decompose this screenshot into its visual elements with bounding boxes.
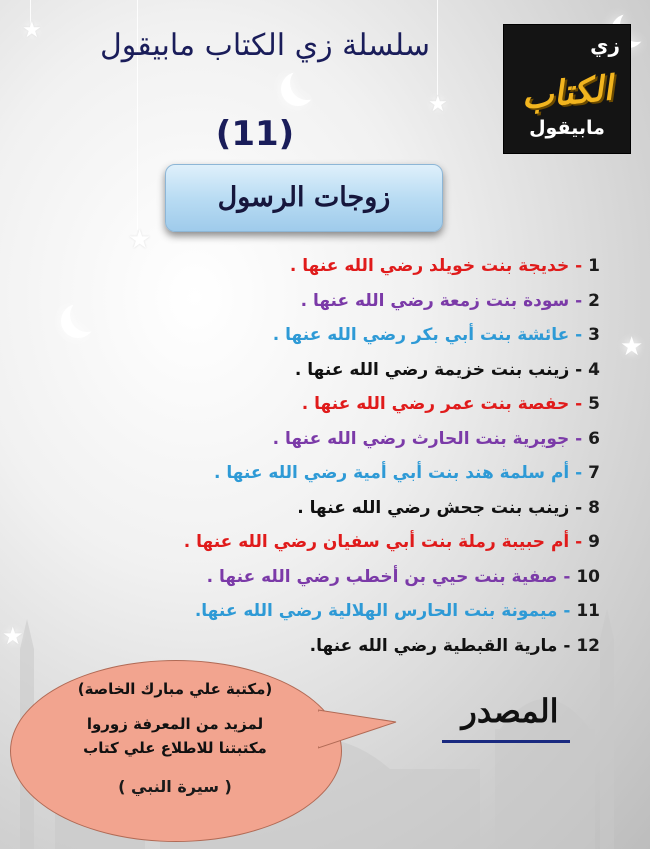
star-icon: ★ — [428, 92, 448, 117]
list-item: 6 - جويرية بنت الحارث رضي الله عنها . — [272, 428, 600, 449]
item-number: 10 — [576, 566, 600, 587]
item-number: 5 — [588, 394, 600, 414]
item-number: 7 — [588, 463, 600, 483]
source-label: المصدر — [461, 692, 559, 730]
series-title: سلسلة زي الكتاب مابيقول — [100, 28, 430, 63]
crescent-moon-icon — [70, 298, 104, 332]
item-number: 3 — [588, 325, 600, 345]
star-icon: ★ — [22, 18, 42, 43]
list-item: 5 - حفصة بنت عمر رضي الله عنها . — [301, 394, 600, 414]
item-text: زينب بنت جحش رضي الله عنها . — [297, 497, 570, 518]
item-number: 11 — [576, 601, 600, 621]
logo-top-word: زي — [590, 33, 620, 57]
item-number: 8 — [588, 497, 600, 518]
list-item: 11 - ميمونة بنت الحارس الهلالية رضي الله عنها. — [194, 601, 600, 621]
library-name: (مكتبة علي مبارك الخاصة) — [77, 680, 273, 698]
item-number: 9 — [588, 532, 600, 552]
star-icon: ★ — [620, 332, 644, 362]
issue-number: (11) — [215, 114, 295, 154]
item-text: صفية بنت حيي بن أخطب رضي الله عنها . — [206, 566, 558, 587]
item-text: خديجة بنت خويلد رضي الله عنها . — [289, 256, 570, 276]
bubble-content — [60, 674, 290, 802]
star-icon: ★ — [128, 225, 152, 255]
source-underline — [442, 740, 570, 743]
logo-bottom-word: مابيقول — [529, 117, 605, 139]
list-item: 8 - زينب بنت جحش رضي الله عنها . — [297, 497, 600, 518]
list-item: 3 - عائشة بنت أبي بكر رضي الله عنها . — [272, 325, 600, 345]
item-text: زينب بنت خزيمة رضي الله عنها . — [294, 359, 570, 380]
topic-banner — [165, 164, 443, 232]
topic-title: زوجات الرسول — [217, 182, 391, 213]
logo-main-word: الكتاب — [519, 68, 615, 118]
item-number: 1 — [588, 256, 600, 276]
bubble-line-2: مكتبتنا للاطلاع علي كتاب — [83, 739, 267, 757]
star-icon: ★ — [2, 622, 24, 650]
brand-logo — [503, 24, 631, 154]
list-item: 2 - سودة بنت زمعة رضي الله عنها . — [300, 290, 600, 311]
item-text: ميمونة بنت الحارس الهلالية رضي الله عنها. — [194, 601, 558, 621]
bubble-line-1: لمزيد من المعرفة زوروا — [86, 715, 264, 733]
list-item: 4 - زينب بنت خزيمة رضي الله عنها . — [294, 359, 600, 380]
item-text: حفصة بنت عمر رضي الله عنها . — [301, 394, 570, 414]
item-number: 6 — [588, 428, 600, 449]
item-text: أم حبيبة رملة بنت أبي سفيان رضي الله عنها . — [183, 532, 570, 552]
wives-list — [150, 249, 600, 663]
speech-bubble-tail — [318, 700, 398, 760]
item-text: جويرية بنت الحارث رضي الله عنها . — [272, 428, 570, 449]
item-text: عائشة بنت أبي بكر رضي الله عنها . — [272, 325, 570, 345]
item-text: مارية القبطية رضي الله عنها. — [309, 635, 558, 656]
item-number: 2 — [588, 290, 600, 311]
item-text: سودة بنت زمعة رضي الله عنها . — [300, 290, 570, 311]
item-number: 4 — [588, 359, 600, 380]
list-item: 12 - مارية القبطية رضي الله عنها. — [309, 635, 600, 656]
book-title: ( سيرة النبي ) — [118, 777, 232, 796]
list-item: 1 - خديجة بنت خويلد رضي الله عنها . — [289, 256, 600, 276]
item-text: أم سلمة هند بنت أبي أمية رضي الله عنها . — [213, 463, 570, 483]
list-item: 7 - أم سلمة هند بنت أبي أمية رضي الله عنها . — [213, 463, 600, 483]
list-item: 10 - صفية بنت حيي بن أخطب رضي الله عنها . — [206, 566, 600, 587]
item-number: 12 — [576, 635, 600, 656]
list-item: 9 - أم حبيبة رملة بنت أبي سفيان رضي الله عنها . — [183, 532, 600, 552]
crescent-moon-icon — [290, 66, 324, 100]
